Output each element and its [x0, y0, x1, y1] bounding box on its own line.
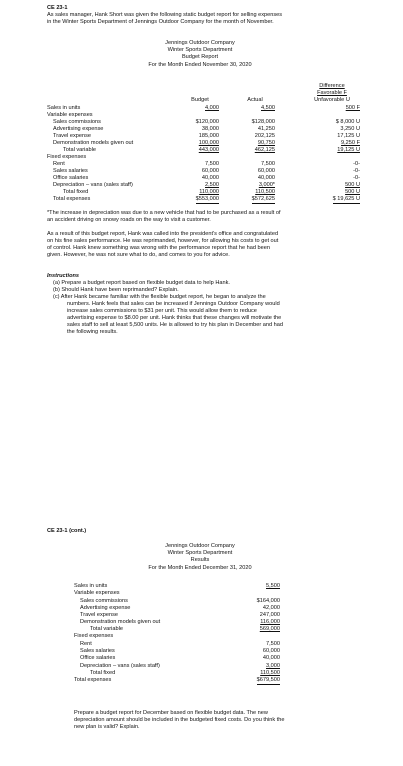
row-label: Sales commissions	[53, 119, 101, 125]
footnote-line-1: *The increase in depreciation was due to a new vehicle that had to be purchased as a result of	[47, 210, 281, 216]
closing-line-1: Prepare a budget report for December based on flexible budget data. The new	[74, 710, 268, 716]
row-difference: 9,250 F	[341, 140, 360, 146]
intro-line-1: As sales manager, Hank Short was given the following static budget report for selling expenses	[47, 12, 283, 18]
row-actual: 3,000*	[258, 182, 275, 188]
row-value: 5,500	[266, 583, 280, 589]
row-label: Total variable	[90, 626, 123, 632]
row-actual: 90,750	[257, 140, 275, 146]
row-label: Demonstration models given out	[80, 619, 161, 625]
table-row	[0, 175, 403, 182]
row-budget: 443,000	[198, 147, 219, 153]
row-label: Total expenses	[74, 677, 112, 683]
table-row	[0, 598, 403, 605]
row-actual: 40,000	[257, 175, 275, 181]
row-budget: 2,500	[205, 182, 219, 188]
story-line-1: As a result of this budget report, Hank was called into the president's office and congratulated	[47, 231, 279, 237]
cont-title: Results	[190, 557, 210, 563]
instruction-c-line-3: increase sales commissions to $31 per unit. This would allow them to reduce	[67, 308, 257, 314]
table-row	[0, 189, 403, 196]
instruction-c-line-2: numbers. Hank feels that sales can be increased if Jennings Outdoor Company would	[67, 301, 280, 307]
intro-line-2: in the Winter Sports Department of Jennings Outdoor Company for the month of November.	[47, 19, 274, 25]
row-value: 110,500	[260, 670, 280, 676]
row-difference: 500 U	[345, 182, 360, 188]
report1-department: Winter Sports Department	[167, 47, 233, 53]
row-difference: 500 U	[345, 189, 360, 195]
closing-line-2: depreciation amount should be included in the budgeted fixed costs. Do you think the	[74, 717, 285, 723]
row-actual: 4,500	[261, 105, 275, 111]
row-label: Sales in units	[47, 105, 81, 111]
row-value: 569,000	[259, 626, 280, 632]
row-label: Fixed expenses	[74, 633, 114, 639]
table-row	[0, 626, 403, 633]
row-label: Advertising expense	[80, 605, 131, 611]
row-label: Demonstration models given out	[53, 140, 134, 146]
table-row	[0, 140, 403, 147]
instructions-heading: Instructions	[47, 273, 80, 279]
table-row	[0, 590, 403, 597]
table-row	[0, 619, 403, 626]
row-actual: 41,250	[257, 126, 275, 132]
instruction-c-line-5: sales staff to sell at least 5,500 units. He is allowed to try his plan in December and had	[67, 322, 283, 328]
row-budget: 100,000	[198, 140, 219, 146]
row-actual: 110,500	[255, 189, 275, 195]
row-label: Sales salaries	[80, 648, 115, 654]
footnote-line-2: an accident driving on snowy roads on the way to visit a customer.	[47, 217, 211, 223]
row-label: Advertising expense	[53, 126, 104, 132]
story-line-4: given. However, he was not sure what to do, and comes to you for advice.	[47, 252, 230, 258]
row-budget: 4,000	[205, 105, 219, 111]
table-row	[0, 612, 403, 619]
row-difference: 500 F	[345, 105, 360, 111]
row-label: Total fixed	[90, 670, 116, 676]
row-value: 247,000	[259, 612, 280, 618]
row-actual: 462,125	[254, 147, 275, 153]
col-header-unfavorable: Unfavorable U	[314, 97, 350, 103]
row-budget: 7,500	[205, 161, 219, 167]
table-row	[0, 168, 403, 175]
row-actual: $128,000	[251, 119, 275, 125]
row-label: Rent	[53, 161, 65, 167]
table-row	[0, 633, 403, 640]
col-header-difference: Difference	[319, 83, 345, 89]
row-difference: 3,250 U	[340, 126, 360, 132]
row-value: 42,000	[262, 605, 280, 611]
table-row	[0, 663, 403, 670]
table-row	[0, 605, 403, 612]
row-label: Sales in units	[74, 583, 108, 589]
col-header-actual: Actual	[247, 97, 263, 103]
row-difference: -0-	[353, 161, 360, 167]
row-budget: $120,000	[195, 119, 219, 125]
instruction-c-line-1: (c) After Hank became familiar with the flexible budget report, he began to analyze the	[53, 294, 266, 300]
table-row	[0, 147, 403, 154]
row-label: Sales commissions	[80, 598, 128, 604]
closing-line-3: new plan is valid? Explain.	[74, 724, 140, 730]
row-label: Depreciation – vans (sales staff)	[80, 663, 160, 669]
table-row	[0, 105, 403, 112]
col-header-budget: Budget	[191, 97, 209, 103]
table-row	[0, 648, 403, 655]
row-difference: 19,125 U	[337, 147, 360, 153]
cont-period: For the Month Ended December 31, 2020	[148, 565, 252, 571]
table-row	[0, 154, 403, 161]
row-actual: 202,125	[254, 133, 275, 139]
cont-heading: CE 23-1 (cont.)	[47, 528, 87, 534]
col-header-favorable: Favorable F	[317, 90, 347, 96]
row-value: $679,500	[256, 677, 280, 683]
row-label: Total expenses	[53, 196, 91, 202]
row-value: 7,500	[266, 641, 280, 647]
instruction-c-line-6: the following results.	[67, 329, 118, 335]
row-difference: 17,125 U	[337, 133, 360, 139]
row-label: Total variable	[63, 147, 96, 153]
row-label: Variable expenses	[74, 590, 120, 596]
row-budget: 38,000	[201, 126, 219, 132]
row-difference: -0-	[353, 168, 360, 174]
table-row	[0, 133, 403, 140]
row-value: $164,000	[256, 598, 280, 604]
table-row	[0, 126, 403, 133]
row-label: Office salaries	[80, 655, 116, 661]
row-budget: 60,000	[201, 168, 219, 174]
row-budget: 40,000	[201, 175, 219, 181]
report1-title: Budget Report	[181, 54, 219, 60]
table-row	[0, 119, 403, 126]
row-label: Fixed expenses	[47, 154, 87, 160]
cont-company: Jennings Outdoor Company	[165, 543, 235, 549]
row-label: Travel expense	[53, 133, 92, 139]
table-row	[0, 182, 403, 189]
row-budget: 185,000	[198, 133, 219, 139]
row-value: 116,000	[260, 619, 280, 625]
story-line-2: on his fine sales performance. He was reprimanded, however, for allowing his costs to get out	[47, 238, 279, 244]
row-difference: -0-	[353, 175, 360, 181]
table-row	[0, 677, 403, 684]
row-value: 40,000	[262, 655, 280, 661]
row-value: 3,000	[266, 663, 280, 669]
table-row	[0, 161, 403, 168]
table-row	[0, 196, 403, 203]
row-actual: 7,500	[261, 161, 275, 167]
report1-period: For the Month Ended November 30, 2020	[148, 62, 252, 68]
row-label: Office salaries	[53, 175, 89, 181]
row-label: Sales salaries	[53, 168, 88, 174]
row-label: Variable expenses	[47, 112, 93, 118]
exercise-heading: CE 23-1	[47, 5, 68, 11]
story-line-3: of control. Hank knew something was wrong with the performance report that he had been	[47, 245, 270, 251]
row-actual: $572,625	[251, 196, 275, 202]
row-budget: $553,000	[195, 196, 219, 202]
row-difference: $ 8,000 U	[335, 119, 360, 125]
row-actual: 60,000	[257, 168, 275, 174]
instruction-c-line-4: advertising expense to $8.00 per unit. Hank thinks that these changes will motivate the	[67, 315, 282, 321]
table-row	[0, 583, 403, 590]
row-budget: 110,000	[199, 189, 219, 195]
row-difference: $ 19,625 U	[332, 196, 360, 202]
table-row	[0, 670, 403, 677]
instruction-a: (a) Prepare a budget report based on flexible budget data to help Hank.	[53, 280, 230, 286]
table-row	[0, 641, 403, 648]
row-label: Travel expense	[80, 612, 119, 618]
table-row	[0, 655, 403, 662]
row-value: 60,000	[262, 648, 280, 654]
row-label: Total fixed	[63, 189, 89, 195]
row-label: Depreciation – vans (sales staff)	[53, 182, 133, 188]
row-label: Rent	[80, 641, 92, 647]
instruction-b: (b) Should Hank have been reprimanded? Explain.	[53, 287, 179, 293]
cont-department: Winter Sports Department	[167, 550, 233, 556]
table-row	[0, 112, 403, 119]
report1-company: Jennings Outdoor Company	[165, 40, 235, 46]
